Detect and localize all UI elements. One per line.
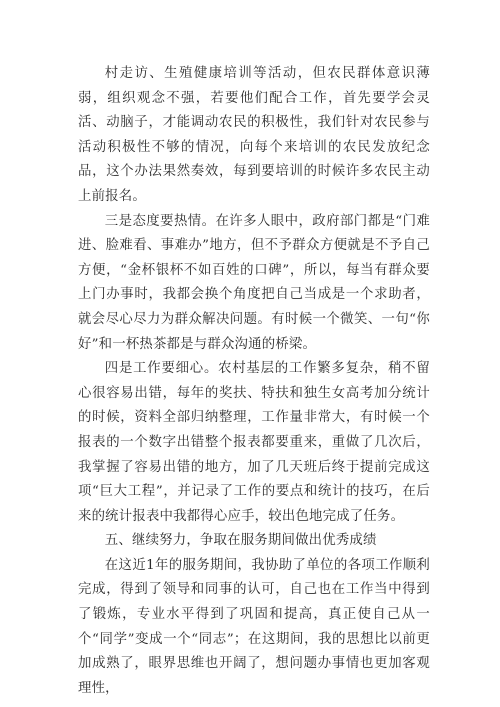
paragraph-service-summary: 在这近1年的服务期间，我协助了单位的各项工作顺利完成，得到了领导和同事的认可，自己也在工作当中得到了锻炼，专业水平得到了巩固和提高，真正使自己从一个“同学”变成一个“同志”；在这期间，我的思想比以前更加成熟了，眼界思维也开阔了，想问题办事情也更加客观理性，	[78, 557, 430, 696]
paragraph-carefulness: 四是工作要细心。农村基层的工作繁多复杂，稍不留心很容易出错，每年的奖扶、特扶和独生女高考加分统计的时候，资料全部归纳整理，工作量非常大，有时候一个报表的一个数字出错整个报表都要重来，重做了几次后，我掌握了容易出错的地方，加了几天班后终于提前完成这项“巨大工程”，并记录了工作的要点和统计的技巧，在后来的统计报表中我都得心应手，较出色地完成了任务。	[78, 361, 430, 524]
paragraph-attitude: 三是态度要热情。在许多人眼中，政府部门都是“门难进、脸难看、事难办”地方，但不予群众方便就是不予自己方便，“金杯银杯不如百姓的口碑”，所以，每当有群众要上门办事时，我都会换个角度把自己当成是一个求助者，就会尽心尽力为群众解决问题。有时候一个微笑、一句“你好”和一杯热茶都是与群众沟通的桥梁。	[78, 213, 430, 352]
body-text	[78, 62, 430, 701]
paragraph-continuation: 村走访、生殖健康培训等活动，但农民群体意识薄弱，组织观念不强，若要他们配合工作，首先要学会灵活、动脑子，才能调动农民的积极性，我们针对农民参与活动积极性不够的情况，向每个来培训的农民发放纪念品，这个办法果然奏效，每到要培训的时候许多农民主动上前报名。	[78, 66, 430, 204]
section-heading: 五、继续努力，争取在服务期间做出优秀成绩	[104, 533, 377, 549]
